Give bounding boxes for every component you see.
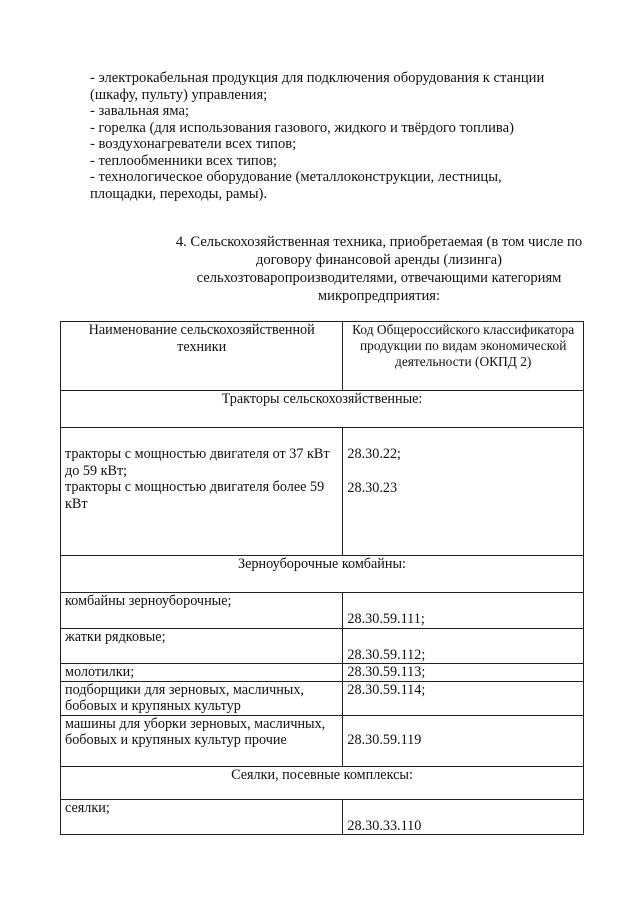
header-name-column: Наименование сельскохозяйственной техники: [61, 322, 343, 391]
equipment-bullet-list: [90, 70, 570, 202]
equipment-name: жатки рядковые;: [61, 628, 343, 664]
table-row: [61, 628, 584, 664]
okpd-code: 28.30.59.112;: [343, 628, 584, 664]
okpd-code: 28.30.59.114;: [343, 681, 584, 715]
equipment-name: подборщики для зерновых, масличных, бобовых и крупяных культур: [61, 681, 343, 715]
header-code-column: Код Общероссийского классификатора продукции по видам экономической деятельности (ОКПД 2): [343, 322, 584, 391]
table-row: [61, 715, 584, 766]
section-title: Тракторы сельскохозяйственные:: [61, 391, 584, 428]
okpd-code: 28.30.59.111;: [343, 593, 584, 629]
okpd-code: 28.30.23: [347, 479, 398, 496]
equipment-name: машины для уборки зерновых, масличных, бобовых и крупяных культур прочие: [61, 715, 343, 766]
table-row: [61, 799, 584, 835]
section-row-combines: [61, 556, 584, 593]
okpd-code: 28.30.33.110: [343, 799, 584, 835]
okpd-code: 28.30.59.119: [343, 715, 584, 766]
section-title: Сеялки, посевные комплексы:: [61, 766, 584, 799]
equipment-name: тракторы с мощностью двигателя от 37 кВт до 59 кВт;: [65, 446, 330, 479]
section-title: Зерноуборочные комбайны:: [61, 556, 584, 593]
equipment-name: молотилки;: [61, 664, 343, 682]
equipment-name: тракторы с мощностью двигателя более 59 кВт: [65, 479, 325, 512]
equipment-name: сеялки;: [61, 799, 343, 835]
table-row: [61, 681, 584, 715]
section-row-seeders: [61, 766, 584, 799]
bullet-item: - теплообменники всех типов;: [90, 152, 277, 169]
okpd-code-cell: [343, 428, 584, 556]
okpd-code: 28.30.22;: [347, 446, 401, 462]
bullet-item: - воздухонагреватели всех типов;: [90, 136, 297, 152]
okpd-code: 28.30.59.113;: [343, 664, 584, 682]
equipment-name-cell: [61, 428, 343, 556]
table-row: [61, 428, 584, 556]
agri-equipment-table: [60, 321, 584, 835]
equipment-name: комбайны зерноуборочные;: [61, 593, 343, 629]
section-heading: 4. Сельскохозяйственная техника, приобретаемая (в том числе по договору финансовой аренды (лизинга) сельхозтоваропроизводителями, отвечающими категориям микропредприятия:: [175, 234, 583, 304]
table-header-row: [61, 322, 584, 391]
section-row-tractors: [61, 391, 584, 428]
table-row: [61, 664, 584, 682]
bullet-item: - завальная яма;: [90, 103, 190, 119]
bullet-item: - горелка (для использования газового, жидкого и твёрдого топлива): [90, 119, 514, 136]
bullet-item: - технологическое оборудование (металлоконструкции, лестницы, площадки, переходы, рамы).: [90, 169, 502, 202]
table-row: [61, 593, 584, 629]
bullet-item: - электрокабельная продукция для подключения оборудования к станции (шкафу, пульту) управления;: [90, 70, 545, 103]
